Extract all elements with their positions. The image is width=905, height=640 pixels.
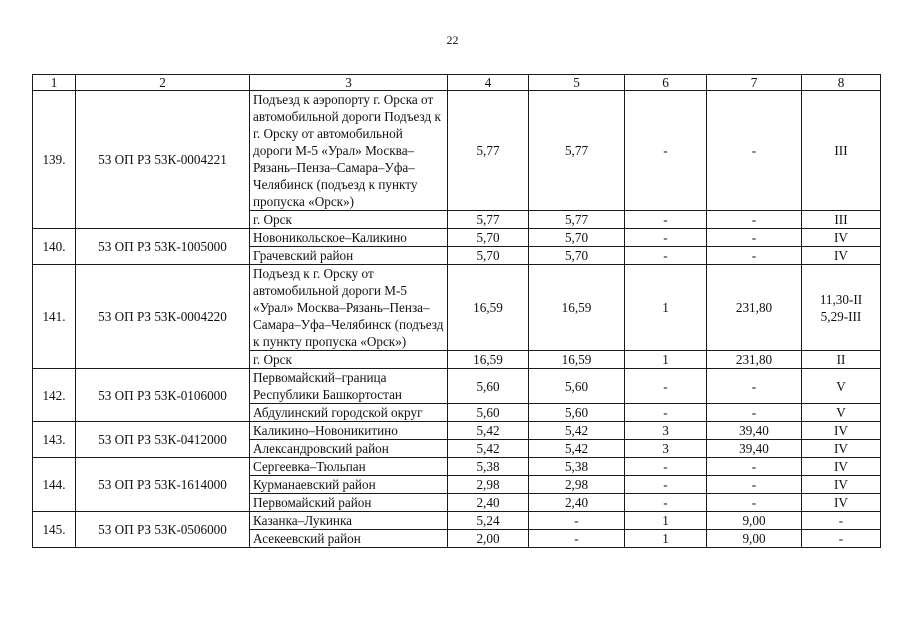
bridges-length: - bbox=[707, 494, 802, 512]
column-header: 3 bbox=[250, 75, 448, 91]
road-name: Подъезд к г. Орску от автомобильной дороги М-5 «Урал» Москва–Рязань–Пенза–Самара–Уфа–Челябинск (подъезд к пункту пропуска «Орск») bbox=[250, 265, 448, 351]
road-name: Каликино–Новоникитино bbox=[250, 422, 448, 440]
road-category: III bbox=[802, 91, 881, 211]
length-hard-surface: 5,42 bbox=[529, 422, 625, 440]
length-total: 5,60 bbox=[448, 369, 529, 404]
road-name: Казанка–Лукинка bbox=[250, 512, 448, 530]
length-hard-surface: - bbox=[529, 512, 625, 530]
bridges-count: 1 bbox=[625, 512, 707, 530]
road-name: Абдулинский городской округ bbox=[250, 404, 448, 422]
length-hard-surface: 5,77 bbox=[529, 211, 625, 229]
road-category: III bbox=[802, 211, 881, 229]
length-total: 2,40 bbox=[448, 494, 529, 512]
length-hard-surface: - bbox=[529, 530, 625, 548]
bridges-count: - bbox=[625, 476, 707, 494]
entry-number: 144. bbox=[33, 458, 76, 512]
entry-number: 141. bbox=[33, 265, 76, 369]
bridges-length: 9,00 bbox=[707, 530, 802, 548]
length-total: 5,42 bbox=[448, 422, 529, 440]
road-name: Асекеевский район bbox=[250, 530, 448, 548]
road-code: 53 ОП РЗ 53К-0004220 bbox=[76, 265, 250, 369]
bridges-count: - bbox=[625, 229, 707, 247]
page-number: 22 bbox=[446, 33, 459, 47]
bridges-length: - bbox=[707, 476, 802, 494]
column-header: 5 bbox=[529, 75, 625, 91]
table-row bbox=[33, 265, 881, 351]
bridges-count: 3 bbox=[625, 422, 707, 440]
road-code: 53 ОП РЗ 53К-0506000 bbox=[76, 512, 250, 548]
column-header: 2 bbox=[76, 75, 250, 91]
table-row bbox=[33, 512, 881, 530]
length-hard-surface: 16,59 bbox=[529, 351, 625, 369]
roads-table bbox=[32, 74, 881, 548]
length-hard-surface: 5,77 bbox=[529, 91, 625, 211]
length-hard-surface: 5,70 bbox=[529, 247, 625, 265]
bridges-count: - bbox=[625, 404, 707, 422]
road-name: г. Орск bbox=[250, 211, 448, 229]
entry-number: 143. bbox=[33, 422, 76, 458]
bridges-length: 231,80 bbox=[707, 351, 802, 369]
length-hard-surface: 5,60 bbox=[529, 369, 625, 404]
road-category: - bbox=[802, 512, 881, 530]
bridges-count: 1 bbox=[625, 265, 707, 351]
bridges-length: - bbox=[707, 91, 802, 211]
bridges-count: - bbox=[625, 458, 707, 476]
bridges-count: - bbox=[625, 369, 707, 404]
entry-number: 140. bbox=[33, 229, 76, 265]
column-header: 4 bbox=[448, 75, 529, 91]
road-category: 11,30-II 5,29-III bbox=[802, 265, 881, 351]
road-name: Александровский район bbox=[250, 440, 448, 458]
table-body bbox=[33, 91, 881, 548]
table-row bbox=[33, 91, 881, 211]
road-name: Первомайский район bbox=[250, 494, 448, 512]
length-total: 5,60 bbox=[448, 404, 529, 422]
road-name: Сергеевка–Тюльпан bbox=[250, 458, 448, 476]
bridges-length: 231,80 bbox=[707, 265, 802, 351]
bridges-count: - bbox=[625, 211, 707, 229]
road-category: IV bbox=[802, 458, 881, 476]
road-name: Новоникольское–Каликино bbox=[250, 229, 448, 247]
length-total: 2,00 bbox=[448, 530, 529, 548]
length-total: 2,98 bbox=[448, 476, 529, 494]
road-category: IV bbox=[802, 494, 881, 512]
table-row bbox=[33, 458, 881, 476]
length-hard-surface: 5,38 bbox=[529, 458, 625, 476]
road-category: - bbox=[802, 530, 881, 548]
bridges-count: 3 bbox=[625, 440, 707, 458]
road-name: г. Орск bbox=[250, 351, 448, 369]
entry-number: 145. bbox=[33, 512, 76, 548]
road-category: IV bbox=[802, 422, 881, 440]
length-hard-surface: 5,70 bbox=[529, 229, 625, 247]
table-row bbox=[33, 229, 881, 247]
length-hard-surface: 2,98 bbox=[529, 476, 625, 494]
length-total: 5,77 bbox=[448, 91, 529, 211]
bridges-count: 1 bbox=[625, 351, 707, 369]
length-total: 5,42 bbox=[448, 440, 529, 458]
bridges-count: - bbox=[625, 494, 707, 512]
table-header-row bbox=[33, 75, 881, 91]
bridges-length: - bbox=[707, 458, 802, 476]
road-category: IV bbox=[802, 476, 881, 494]
length-hard-surface: 5,60 bbox=[529, 404, 625, 422]
road-category: II bbox=[802, 351, 881, 369]
length-total: 16,59 bbox=[448, 265, 529, 351]
road-code: 53 ОП РЗ 53К-0412000 bbox=[76, 422, 250, 458]
road-name: Подъезд к аэропорту г. Орска от автомобильной дороги Подъезд к г. Орску от автомобильной дороги М-5 «Урал» Москва–Рязань–Пенза–Самара–Уфа–Челябинск (подъезд к пункту пропуска «Орск») bbox=[250, 91, 448, 211]
bridges-length: 39,40 bbox=[707, 422, 802, 440]
bridges-length: - bbox=[707, 404, 802, 422]
road-code: 53 ОП РЗ 53К-1005000 bbox=[76, 229, 250, 265]
length-total: 5,38 bbox=[448, 458, 529, 476]
bridges-length: 9,00 bbox=[707, 512, 802, 530]
bridges-length: - bbox=[707, 211, 802, 229]
road-category: IV bbox=[802, 247, 881, 265]
road-category: IV bbox=[802, 440, 881, 458]
table-row bbox=[33, 369, 881, 404]
bridges-length: - bbox=[707, 229, 802, 247]
bridges-count: 1 bbox=[625, 530, 707, 548]
length-total: 5,70 bbox=[448, 247, 529, 265]
road-code: 53 ОП РЗ 53К-1614000 bbox=[76, 458, 250, 512]
length-total: 5,70 bbox=[448, 229, 529, 247]
entry-number: 139. bbox=[33, 91, 76, 229]
bridges-count: - bbox=[625, 247, 707, 265]
bridges-count: - bbox=[625, 91, 707, 211]
bridges-length: - bbox=[707, 247, 802, 265]
length-total: 16,59 bbox=[448, 351, 529, 369]
column-header: 1 bbox=[33, 75, 76, 91]
column-header: 6 bbox=[625, 75, 707, 91]
column-header: 7 bbox=[707, 75, 802, 91]
road-code: 53 ОП РЗ 53К-0106000 bbox=[76, 369, 250, 422]
bridges-length: - bbox=[707, 369, 802, 404]
entry-number: 142. bbox=[33, 369, 76, 422]
length-total: 5,24 bbox=[448, 512, 529, 530]
length-hard-surface: 2,40 bbox=[529, 494, 625, 512]
length-total: 5,77 bbox=[448, 211, 529, 229]
road-name: Грачевский район bbox=[250, 247, 448, 265]
road-category: V bbox=[802, 404, 881, 422]
column-header: 8 bbox=[802, 75, 881, 91]
road-code: 53 ОП РЗ 53К-0004221 bbox=[76, 91, 250, 229]
road-category: IV bbox=[802, 229, 881, 247]
road-name: Первомайский–граница Республики Башкортостан bbox=[250, 369, 448, 404]
road-category: V bbox=[802, 369, 881, 404]
road-name: Курманаевский район bbox=[250, 476, 448, 494]
bridges-length: 39,40 bbox=[707, 440, 802, 458]
length-hard-surface: 5,42 bbox=[529, 440, 625, 458]
length-hard-surface: 16,59 bbox=[529, 265, 625, 351]
table-row bbox=[33, 422, 881, 440]
